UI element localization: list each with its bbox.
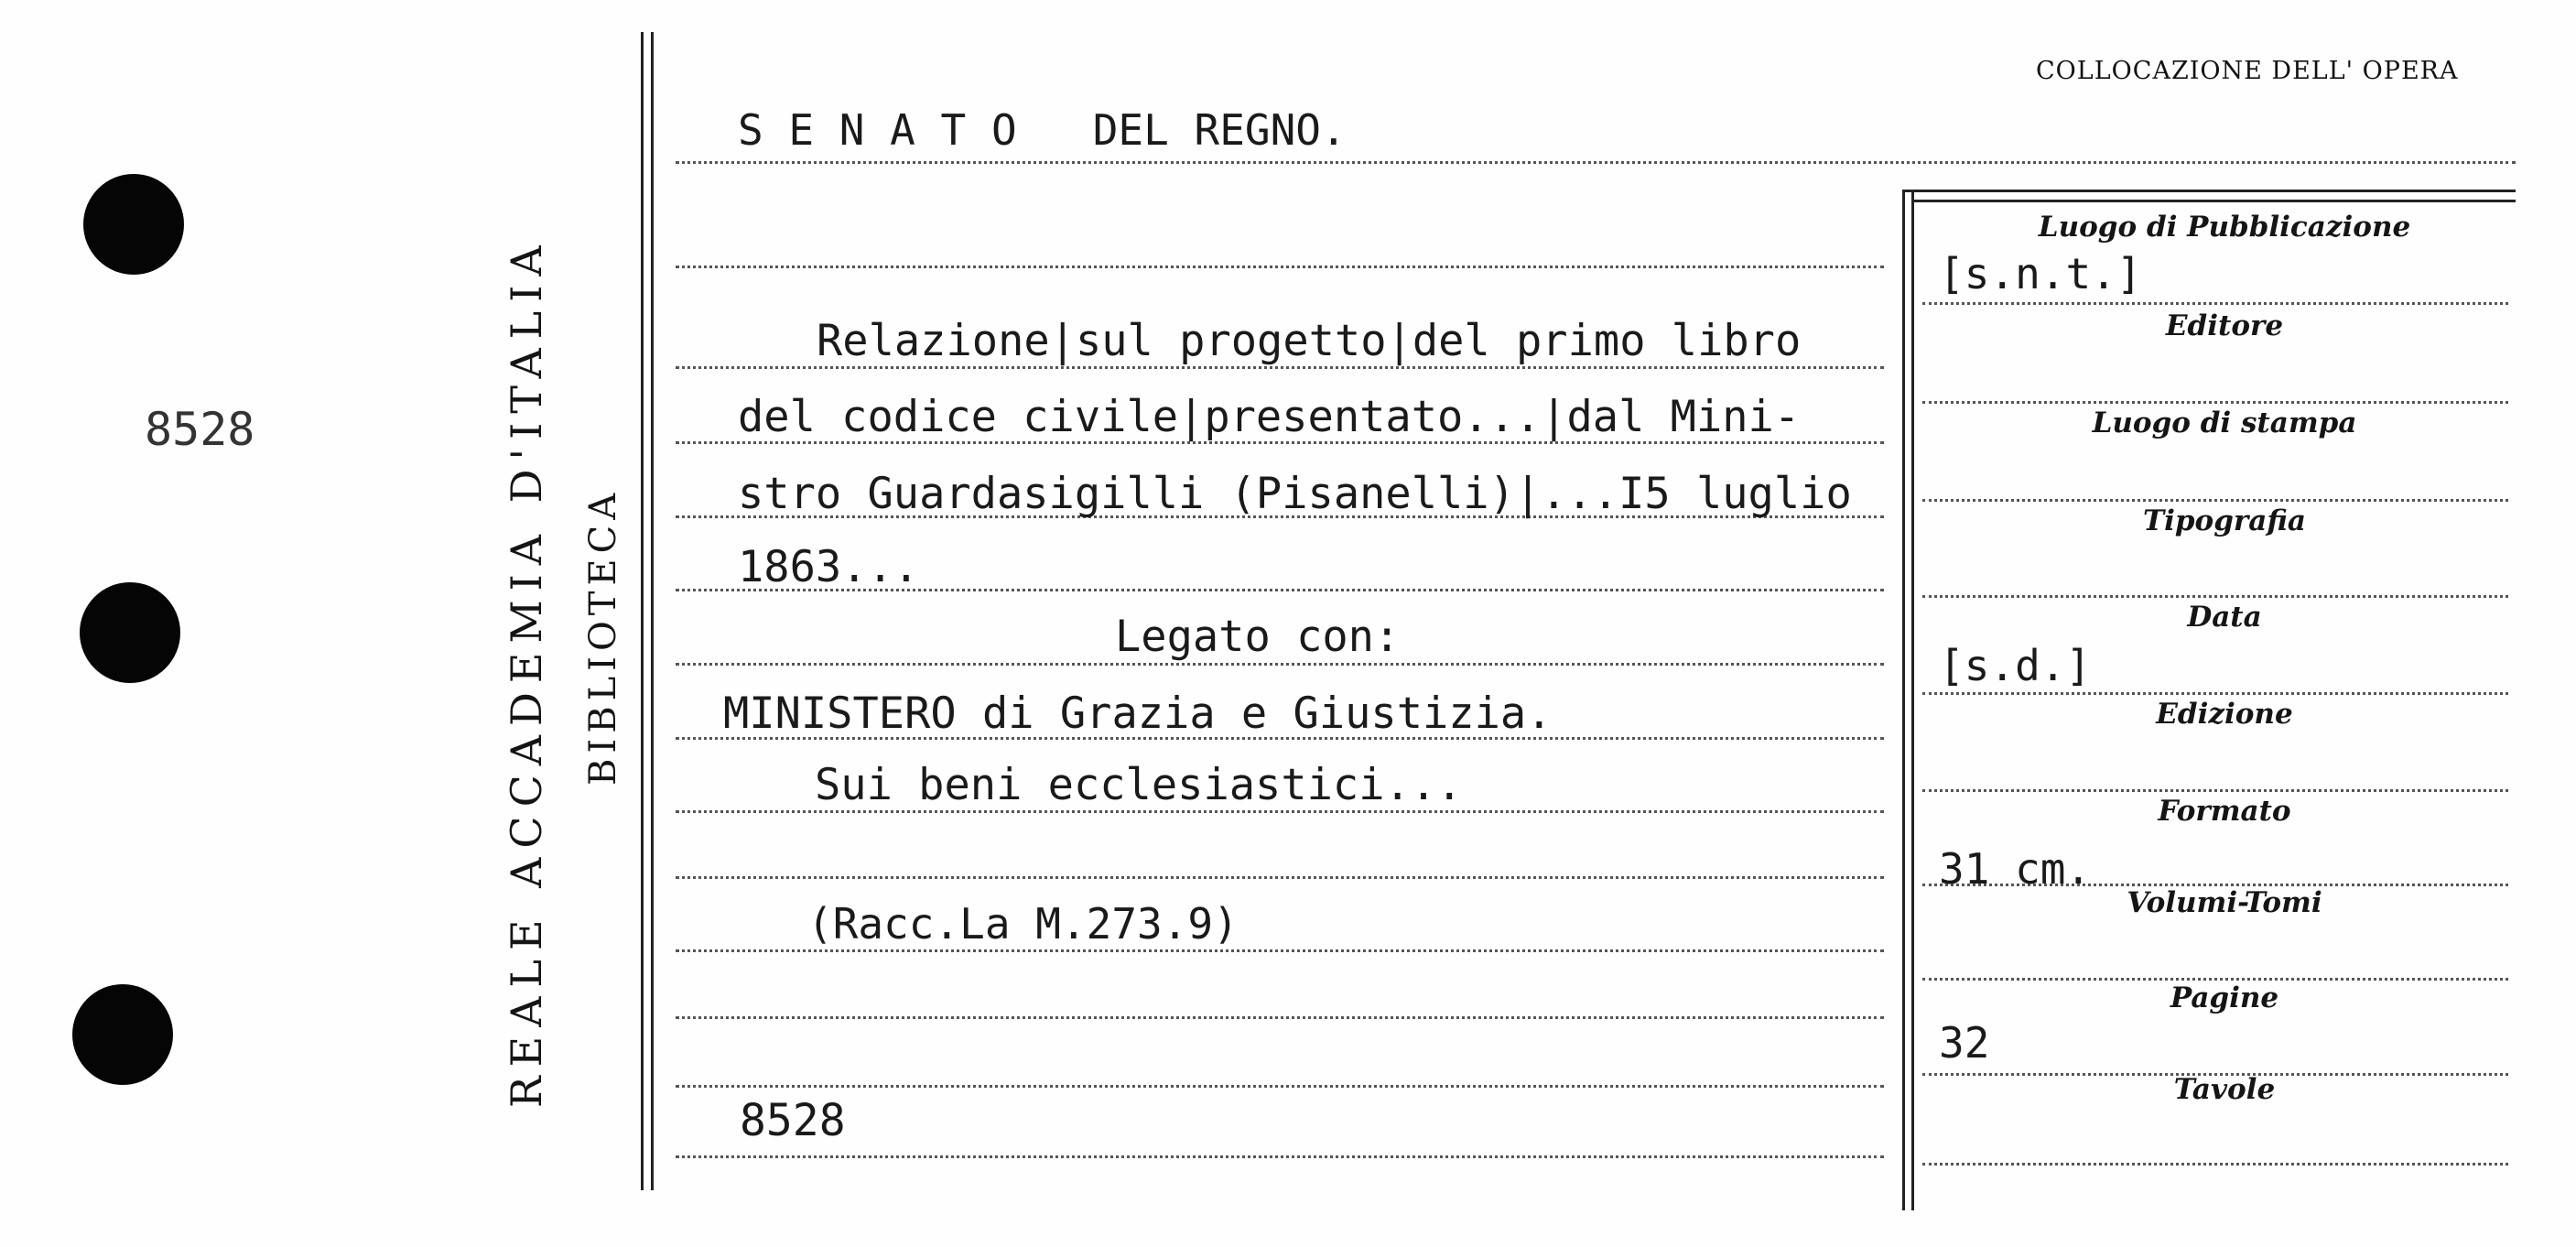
- field-box-top-rule-inner: [1911, 200, 2516, 202]
- title-line-3: stro Guardasigilli (Pisanelli)|...I5 luglio: [738, 469, 1852, 519]
- ruled-line: [676, 266, 1884, 268]
- left-double-rule-inner: [651, 32, 654, 1190]
- field-line: [1922, 978, 2508, 981]
- ruled-line: [676, 1085, 1884, 1088]
- field-label-formato: Formato: [2158, 795, 2291, 828]
- accession-number-margin: 8528: [145, 403, 255, 456]
- bound-with-label: Legato con:: [1115, 612, 1401, 662]
- field-label-volumi-tomi: Volumi-Tomi: [2127, 886, 2322, 919]
- author-heading: S E N A T O DEL REGNO.: [738, 105, 1347, 155]
- field-line: [1922, 692, 2508, 695]
- field-label-data: Data: [2187, 601, 2262, 634]
- field-line: [1922, 302, 2508, 305]
- field-label-tipografia: Tipografia: [2143, 504, 2306, 537]
- field-line: [1922, 595, 2508, 598]
- ruled-line: [676, 949, 1884, 952]
- ruled-line: [676, 663, 1884, 666]
- title-line-1: Relazione|sul progetto|del primo libro: [817, 316, 1802, 366]
- field-line: [1922, 789, 2508, 792]
- field-line: [1922, 401, 2508, 404]
- ruled-line: [676, 810, 1884, 813]
- field-label-tavole: Tavole: [2173, 1073, 2276, 1106]
- institution-name: REALE ACCADEMIA D'ITALIA: [502, 236, 551, 1108]
- title-line-4: 1863...: [738, 542, 920, 592]
- field-value-data: [s.d.]: [1939, 641, 2092, 690]
- ruled-line: [676, 876, 1884, 879]
- collocation-header: COLLOCAZIONE DELL' OPERA: [2036, 57, 2459, 85]
- field-box-top-rule: [1902, 190, 2516, 192]
- field-value-pagine: 32: [1939, 1018, 1990, 1068]
- department-name: BIBLIOTECA: [582, 487, 624, 786]
- field-label-luogo-stampa: Luogo di stampa: [2092, 407, 2357, 439]
- ruled-line: [676, 1155, 1884, 1158]
- ruled-line: [676, 161, 2516, 164]
- field-line: [1922, 1163, 2508, 1166]
- field-label-editore: Editore: [2165, 309, 2284, 342]
- punch-hole-bottom: [72, 984, 173, 1085]
- field-label-luogo-pubblicazione: Luogo di Pubblicazione: [2038, 211, 2411, 244]
- left-double-rule: [641, 32, 644, 1190]
- field-label-edizione: Edizione: [2156, 698, 2293, 731]
- field-label-pagine: Pagine: [2170, 981, 2279, 1014]
- bound-with-line-2: Sui beni ecclesiastici...: [815, 760, 1463, 810]
- field-value-formato: 31 cm.: [1939, 844, 2092, 894]
- ruled-line: [676, 1016, 1884, 1019]
- field-value-luogo-pubblicazione: [s.n.t.]: [1939, 249, 2142, 298]
- punch-hole-top: [83, 174, 184, 275]
- ruled-line: [676, 366, 1884, 369]
- accession-number-bottom: 8528: [740, 1095, 846, 1146]
- bound-with-line-1: MINISTERO di Grazia e Giustizia.: [723, 689, 1553, 739]
- shelfmark: (Racc.La M.273.9): [807, 899, 1239, 949]
- punch-hole-middle: [80, 582, 180, 683]
- title-line-2: del codice civile|presentato...|dal Mini-: [738, 392, 1801, 442]
- field-line: [1922, 499, 2508, 502]
